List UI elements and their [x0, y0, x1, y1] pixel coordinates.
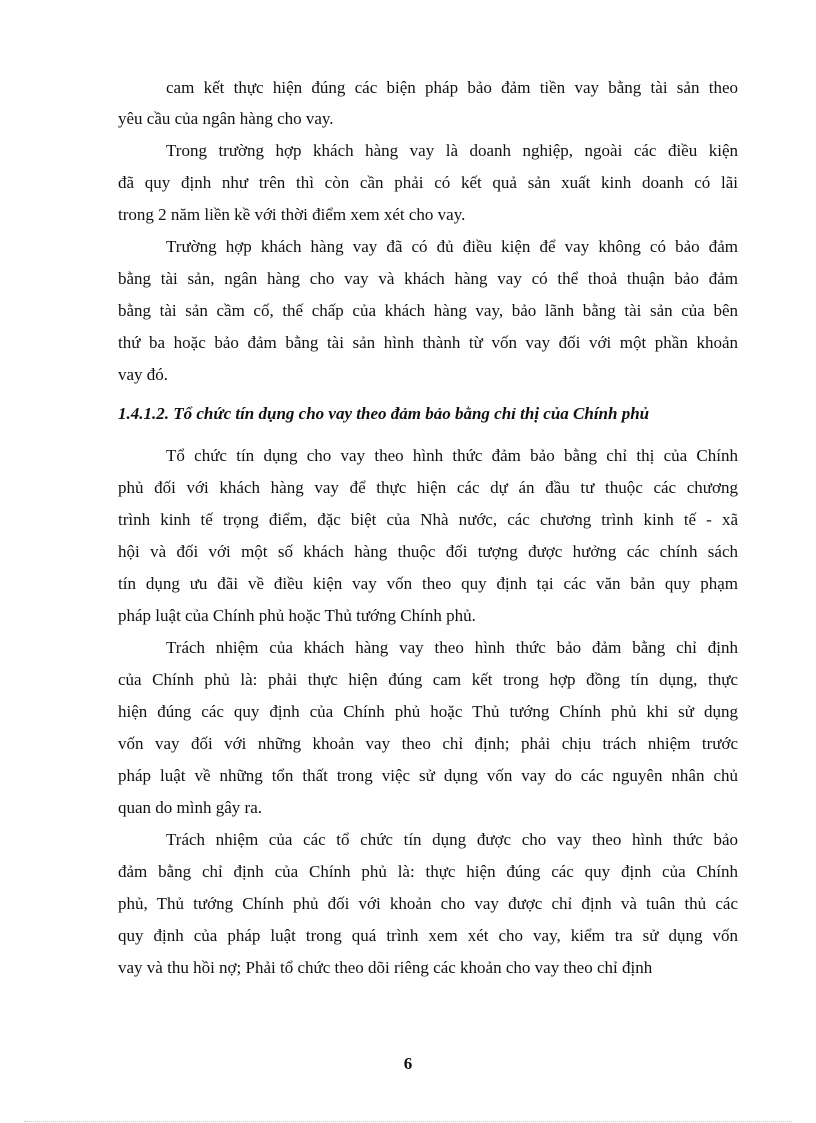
text-line: vốn vay đối với những khoản vay theo chỉ định; phải chịu trách nhiệm trước: [118, 734, 738, 753]
text-line: cam kết thực hiện đúng các biện pháp bảo đảm tiền vay bằng tài sản theo: [166, 78, 738, 97]
text-line: quan do mình gây ra.: [118, 798, 262, 817]
text-line: phủ đối với khách hàng vay để thực hiện các dự án đầu tư thuộc các chương: [118, 478, 738, 497]
text-line: quy định của pháp luật trong quá trình xem xét cho vay, kiểm tra sử dụng vốn: [118, 926, 738, 945]
text-line: thứ ba hoặc bảo đảm bằng tài sản hình thành từ vốn vay đối với một phần khoản: [118, 333, 738, 352]
text-line: Trong trường hợp khách hàng vay là doanh nghiệp, ngoài các điều kiện: [166, 141, 738, 160]
text-line: tín dụng ưu đãi về điều kiện vay vốn theo quy định tại các văn bản quy phạm: [118, 574, 738, 593]
text-line: Trách nhiệm của các tổ chức tín dụng được cho vay theo hình thức bảo: [166, 830, 738, 849]
footer-divider: [24, 1121, 792, 1122]
text-line: Trách nhiệm của khách hàng vay theo hình thức bảo đảm bằng chỉ định: [166, 638, 738, 657]
text-line: Tổ chức tín dụng cho vay theo hình thức đảm bảo bằng chỉ thị của Chính: [166, 446, 738, 465]
text-line: đã quy định như trên thì còn cần phải có kết quả sản xuất kinh doanh có lãi: [118, 173, 738, 192]
text-line: yêu cầu của ngân hàng cho vay.: [118, 109, 334, 128]
section-heading: 1.4.1.2. Tổ chức tín dụng cho vay theo đảm bảo bằng chỉ thị của Chính phủ: [118, 404, 650, 423]
page-number: 6: [403, 1054, 413, 1073]
text-line: Trường hợp khách hàng vay đã có đủ điều kiện để vay không có bảo đảm: [166, 237, 738, 256]
text-line: hiện đúng các quy định của Chính phủ hoặc Thủ tướng Chính phủ khi sử dụng: [118, 702, 738, 721]
text-line: đảm bằng chỉ định của Chính phủ là: thực hiện đúng các quy định của Chính: [118, 862, 738, 881]
text-line: pháp luật của Chính phủ hoặc Thủ tướng Chính phủ.: [118, 606, 476, 625]
text-line: phủ, Thủ tướng Chính phủ đối với khoản cho vay được chỉ định và tuân thủ các: [118, 894, 738, 913]
text-line: của Chính phủ là: phải thực hiện đúng cam kết trong hợp đồng tín dụng, thực: [118, 670, 738, 689]
text-line: trình kinh tế trọng điểm, đặc biệt của Nhà nước, các chương trình kinh tế - xã: [118, 510, 738, 529]
text-line: bằng tài sản cầm cố, thế chấp của khách hàng vay, bảo lãnh bằng tài sản của bên: [118, 301, 738, 320]
text-line: trong 2 năm liền kề với thời điểm xem xét cho vay.: [118, 205, 466, 224]
text-line: vay và thu hồi nợ; Phải tổ chức theo dõi riêng các khoản cho vay theo chỉ định: [118, 958, 653, 977]
text-line: hội và đối với một số khách hàng thuộc đối tượng được hưởng các chính sách: [118, 542, 738, 561]
text-line: pháp luật về những tổn thất trong việc sử dụng vốn vay do các nguyên nhân chủ: [118, 766, 738, 785]
text-line: vay đó.: [118, 365, 169, 384]
text-line: bằng tài sản, ngân hàng cho vay và khách hàng vay có thể thoả thuận bảo đảm: [118, 269, 738, 288]
